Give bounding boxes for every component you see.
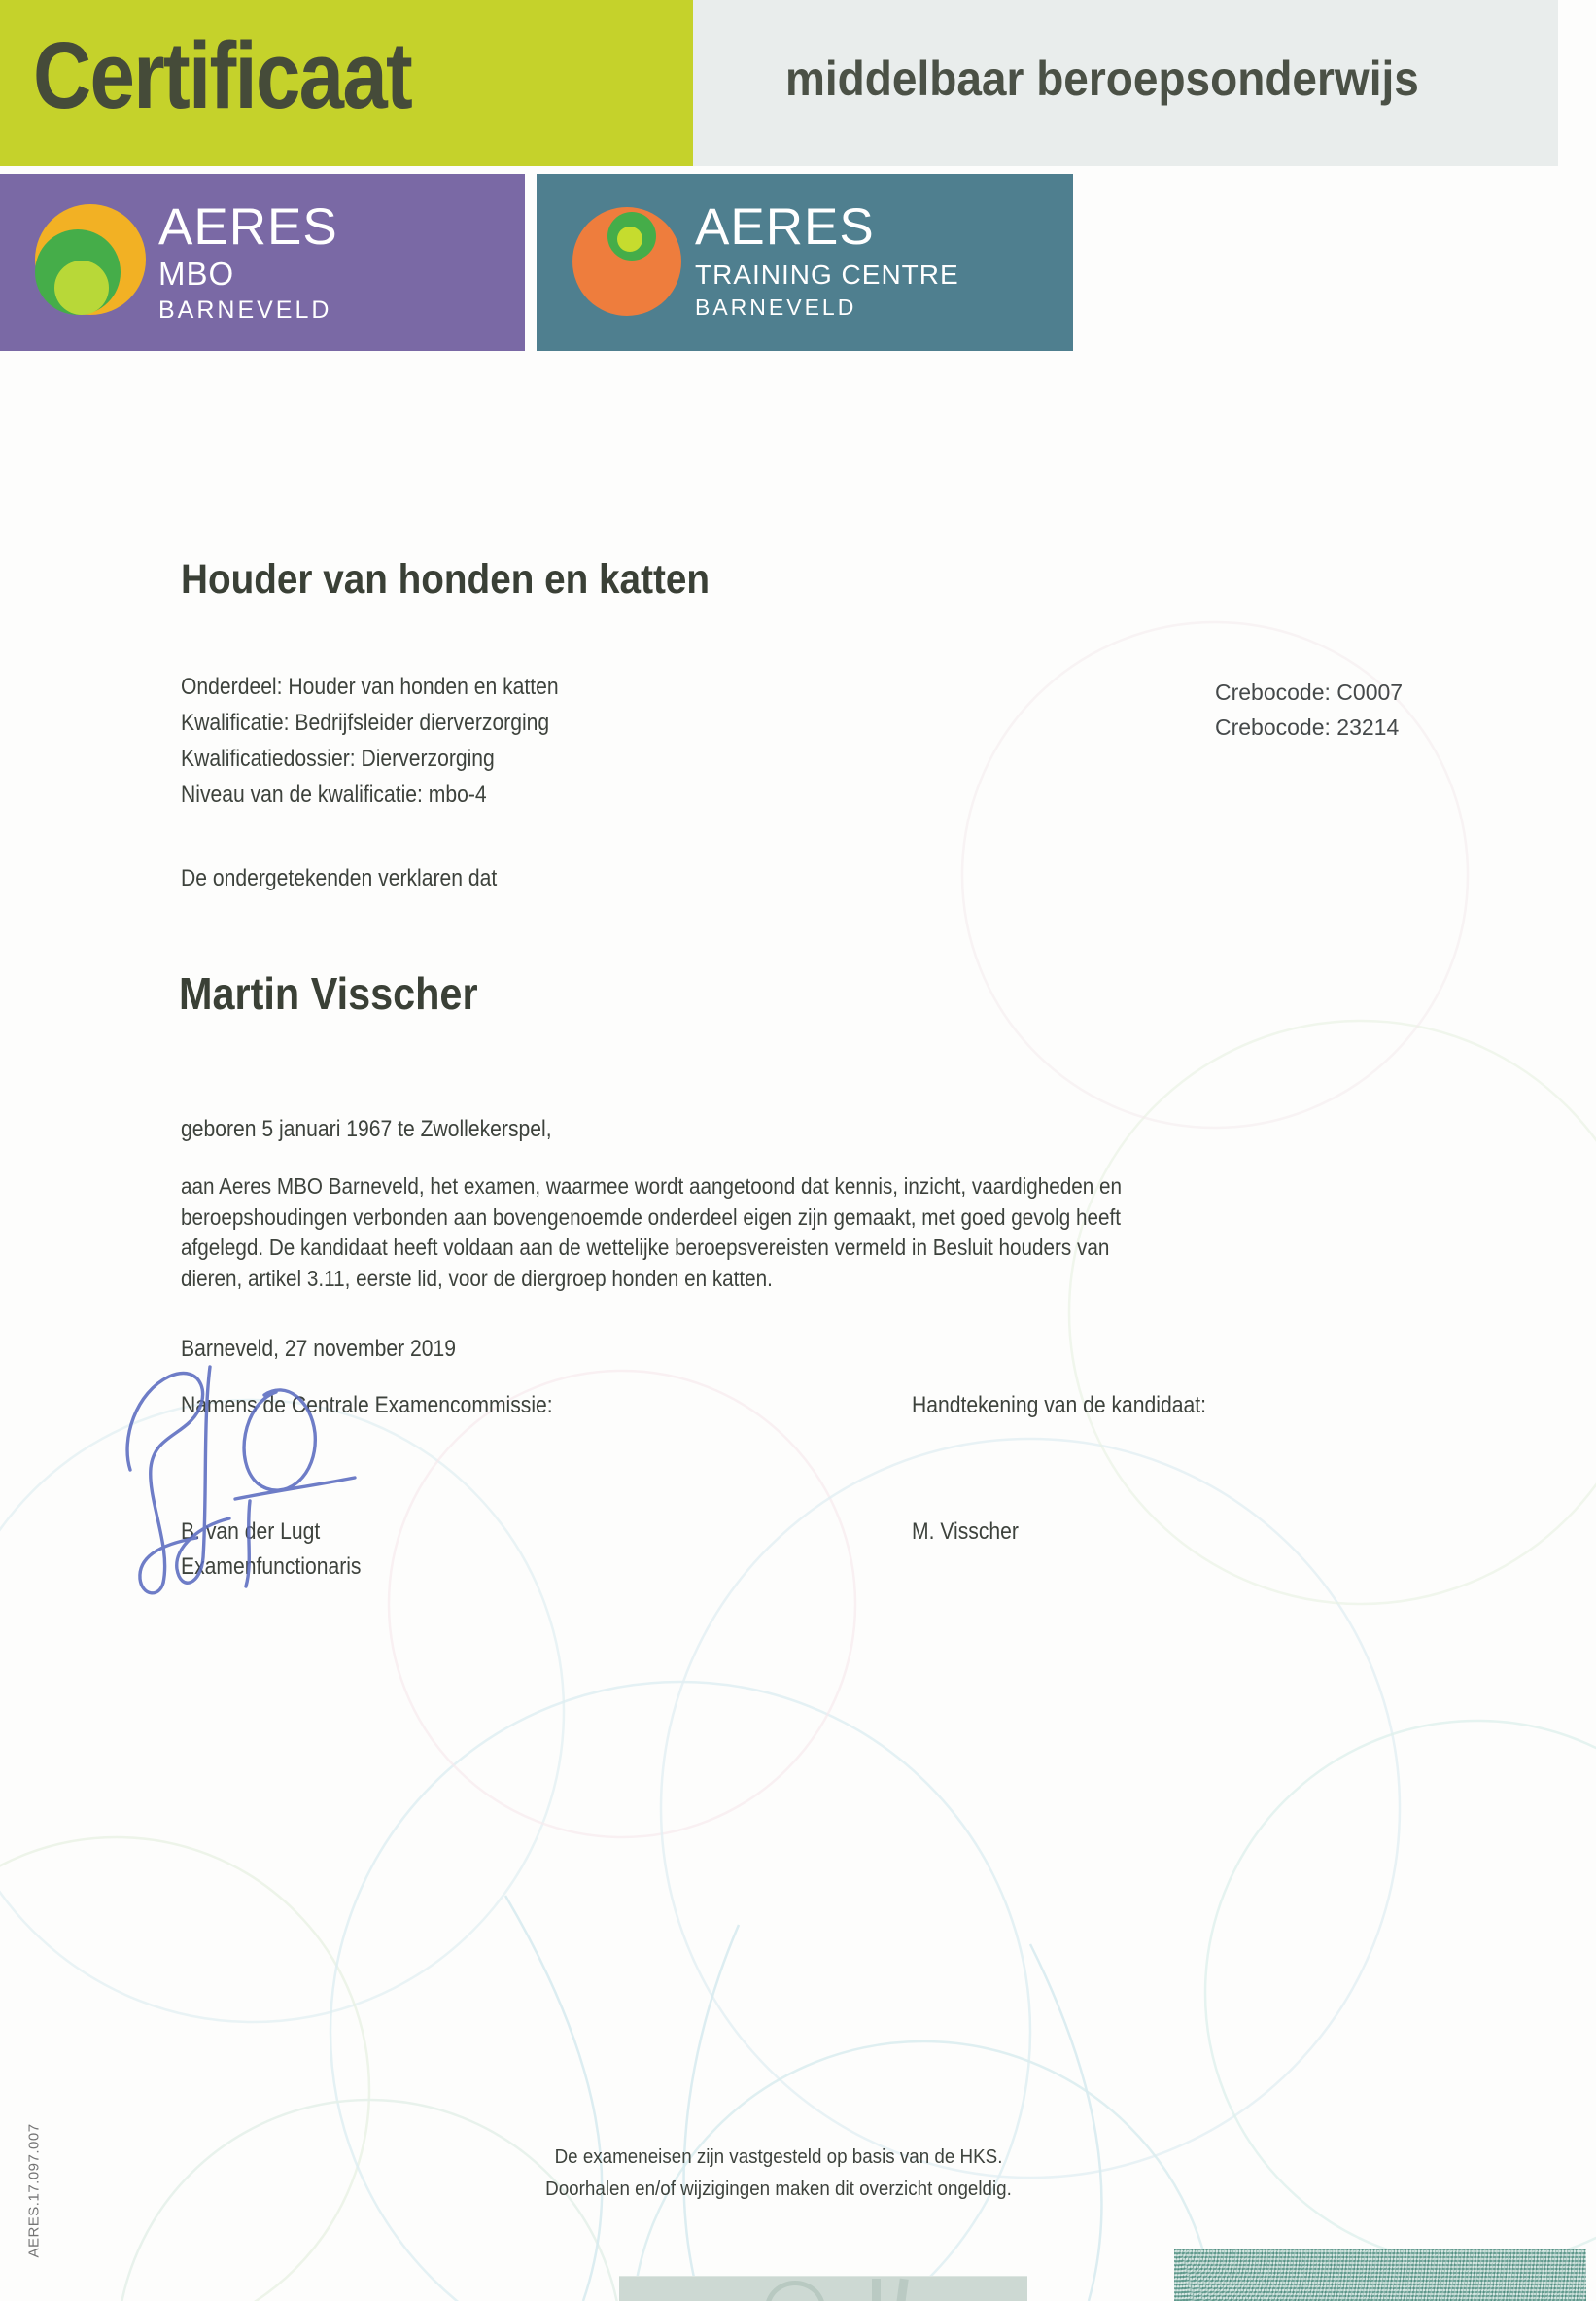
aeres-mbo-location-label: BARNEVELD bbox=[158, 296, 332, 324]
detail-niveau: Niveau van de kwalificatie: mbo-4 bbox=[181, 782, 487, 808]
aeres-mbo-brand-label: AERES bbox=[158, 198, 338, 256]
place-date-line: Barneveld, 27 november 2019 bbox=[181, 1336, 456, 1362]
birth-line: geboren 5 januari 1967 te Zwollekerspel, bbox=[181, 1116, 552, 1142]
statement-line-3: afgelegd. De kandidaat heeft voldaan aan de wettelijke beroepsvereisten vermeld in Besluit houders van bbox=[181, 1235, 1110, 1260]
detail-onderdeel: Onderdeel: Houder van honden en katten bbox=[181, 674, 559, 700]
exam-statement bbox=[181, 1171, 1122, 1294]
aeres-training-centre-brand-label: AERES bbox=[695, 198, 875, 256]
artifact-bar-shape bbox=[872, 2279, 881, 2301]
aeres-mbo-unit-label: MBO bbox=[158, 256, 235, 292]
aeres-mbo-logo-icon bbox=[0, 174, 160, 351]
bottom-edge-artifact bbox=[619, 2276, 1027, 2301]
detail-kwalificatiedossier: Kwalificatiedossier: Dierverzorging bbox=[181, 746, 495, 772]
document-code-vertical: AERES.17.097.007 bbox=[25, 2123, 43, 2258]
committee-signer-role: Examenfunctionaris bbox=[181, 1553, 362, 1580]
candidate-name: Martin Visscher bbox=[179, 968, 478, 1019]
declaration-intro: De ondergetekenden verklaren dat bbox=[181, 865, 498, 891]
crebocode-list bbox=[1215, 675, 1403, 745]
aeres-training-centre-location-label: BARNEVELD bbox=[695, 295, 857, 320]
artifact-ring-shape bbox=[765, 2281, 825, 2301]
crebocode-qualification: Crebocode: 23214 bbox=[1215, 715, 1400, 740]
qualification-details bbox=[181, 669, 559, 813]
artifact-bar-shape bbox=[894, 2279, 908, 2301]
detail-kwalificatie: Kwalificatie: Bedrijfsleider dierverzorging bbox=[181, 710, 550, 736]
footer-line-2: Doorhalen en/of wijzigingen maken dit overzicht ongeldig. bbox=[545, 2179, 1012, 2200]
guilloche-security-strip bbox=[1174, 2249, 1586, 2301]
education-level-label: middelbaar beroepsonderwijs bbox=[785, 52, 1419, 106]
committee-signer-name: B. van der Lugt bbox=[181, 1518, 321, 1545]
crebocode-unit: Crebocode: C0007 bbox=[1215, 680, 1404, 705]
footer-note bbox=[367, 2142, 1190, 2206]
aeres-training-centre-logo-block bbox=[537, 174, 1073, 351]
aeres-mbo-logo-block bbox=[0, 174, 525, 351]
candidate-signer-name: M. Visscher bbox=[912, 1518, 1019, 1545]
candidate-signature-label: Handtekening van de kandidaat: bbox=[912, 1392, 1206, 1418]
certificate-title: Certificaat bbox=[33, 22, 412, 128]
header-subtitle-band bbox=[693, 0, 1558, 166]
statement-line-2: beroepshoudingen verbonden aan bovengenoemde onderdeel eigen zijn gemaakt, met goed gevolg heeft bbox=[181, 1203, 1121, 1230]
course-title: Houder van honden en katten bbox=[181, 556, 711, 603]
committee-signature-label: Namens de Centrale Examencommissie: bbox=[181, 1392, 553, 1418]
aeres-training-centre-logo-icon bbox=[537, 174, 697, 351]
aeres-training-centre-unit-label: TRAINING CENTRE bbox=[695, 260, 959, 290]
footer-line-1: De exameneisen zijn vastgesteld op basis van de HKS. bbox=[554, 2146, 1003, 2168]
header-title-band bbox=[0, 0, 693, 166]
statement-line-4: dieren, artikel 3.11, eerste lid, voor de diergroep honden en katten. bbox=[181, 1265, 773, 1291]
statement-line-1: aan Aeres MBO Barneveld, het examen, waarmee wordt aangetoond dat kennis, inzicht, vaardigheden en bbox=[181, 1173, 1122, 1199]
committee-signature-ink bbox=[119, 1353, 420, 1601]
